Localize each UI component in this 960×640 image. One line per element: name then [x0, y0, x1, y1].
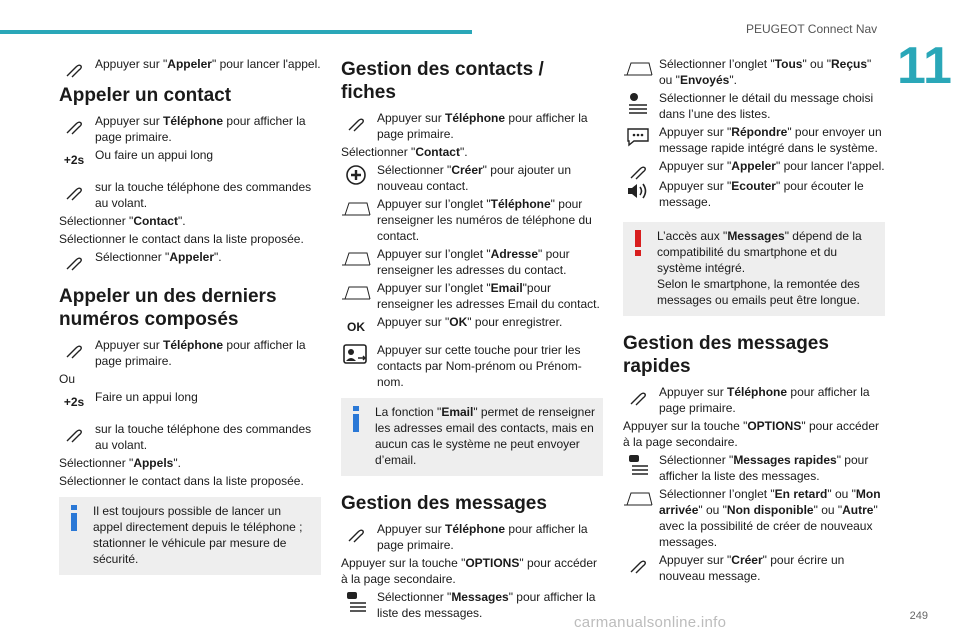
- section-title-quick-messages: Gestion des messages rapides: [623, 333, 829, 377]
- step-tab-filter: Sélectionner l’onglet "Tous" ou "Reçus" ou "Envoyés".: [623, 56, 885, 88]
- step-listen: Appuyer sur "Ecouter" pour écouter le message.: [623, 178, 885, 210]
- finger-tap-icon: [59, 339, 89, 361]
- instruction-choose-contact: Sélectionner le contact dans la liste proposée.: [59, 232, 304, 246]
- finger-tap-icon: [623, 554, 653, 576]
- plus-circle-icon: [341, 164, 371, 186]
- info-icon: [69, 505, 79, 531]
- info-note-email: La fonction "Email" permet de renseigner les adresses email des contacts, mais en aucun cas le système ne peut envoyer d’email.: [341, 398, 603, 476]
- info-note-safety: Il est toujours possible de lancer un appel directement depuis le téléphone ; stationner le véhicule par mesure de sécurité.: [59, 497, 321, 575]
- step-tab-category: Sélectionner l’onglet "En retard" ou "Mon arrivée" ou "Non disponible" ou "Autre" avec la possibilité de créer de nouveaux messages.: [623, 486, 885, 550]
- column-1: [59, 56, 321, 583]
- finger-tap-icon: [59, 115, 89, 137]
- instruction-select-calls: Sélectionner "Appels".: [59, 456, 181, 470]
- long-press-2s-icon: +2s: [63, 395, 85, 409]
- step-tab-email: Appuyer sur l’onglet "Email"pour renseigner les adresses Email du contact.: [341, 280, 603, 312]
- step-phone-3: Appuyer sur Téléphone pour afficher la page primaire.: [341, 521, 603, 553]
- column-3: [623, 56, 885, 586]
- message-detail-icon: [623, 92, 653, 114]
- section-title-recent-calls: Appeler un des derniers numéros composés: [59, 286, 277, 330]
- warning-note-messages: L’accès aux "Messages" dépend de la compatibilité du smartphone et du système intégré. Selon le smartphone, la remontée des messages ou emails peut être longue.: [623, 222, 885, 316]
- ok-label: OK: [347, 320, 365, 334]
- reply-bubble-icon: [623, 126, 653, 148]
- section-title-contacts: Gestion des contacts / fiches: [341, 59, 544, 103]
- instruction-select-contact: Sélectionner "Contact".: [59, 214, 186, 228]
- finger-tap-icon: [59, 251, 89, 273]
- tab-outline-icon: [623, 488, 653, 510]
- instruction-choose-contact-2: Sélectionner le contact dans la liste proposée.: [59, 474, 304, 488]
- column-2: [341, 56, 603, 623]
- chapter-number: 11: [897, 37, 952, 95]
- message-list-icon: [341, 591, 371, 613]
- message-list-icon: [623, 454, 653, 476]
- tab-outline-icon: [341, 248, 371, 270]
- step-long-press-2: +2s Faire un appui long: [59, 389, 321, 407]
- step-call: Appuyer sur "Appeler" pour lancer l'appel.: [623, 158, 885, 176]
- step-phone: Appuyer sur Téléphone pour afficher la page primaire.: [59, 113, 321, 145]
- warning-icon: [633, 230, 643, 256]
- step-steering-key-2: sur la touche téléphone des commandes au volant.: [59, 421, 321, 453]
- instruction-options: Appuyer sur la touche "OPTIONS" pour accéder à la page secondaire.: [623, 419, 879, 449]
- step-select-call: Sélectionner "Appeler".: [59, 249, 321, 267]
- finger-tap-icon: [623, 386, 653, 408]
- info-icon: [351, 406, 361, 432]
- manual-title: PEUGEOT Connect Nav: [746, 22, 878, 36]
- step-messages: Sélectionner "Messages" pour afficher la liste des messages.: [341, 589, 603, 621]
- header-accent-bar: [0, 30, 472, 34]
- step-phone-4: Appuyer sur Téléphone pour afficher la page primaire.: [623, 384, 885, 416]
- tab-outline-icon: [341, 282, 371, 304]
- step-reply: Appuyer sur "Répondre" pour envoyer un message rapide intégré dans le système.: [623, 124, 885, 156]
- step-create: Sélectionner "Créer" pour ajouter un nouveau contact.: [341, 162, 603, 194]
- instruction-select-contact: Sélectionner "Contact".: [341, 145, 468, 159]
- step-ok: OK Appuyer sur "OK" pour enregistrer.: [341, 314, 603, 332]
- instruction-or: Ou: [59, 372, 76, 386]
- step-detail: Sélectionner le détail du message choisi dans l’une des listes.: [623, 90, 885, 122]
- step-long-press: +2s Ou faire un appui long: [59, 147, 321, 165]
- watermark: carmanualsonline.info: [574, 614, 727, 631]
- instruction-options: Appuyer sur la touche "OPTIONS" pour accéder à la page secondaire.: [341, 556, 597, 586]
- step-create-message: Appuyer sur "Créer" pour écrire un nouveau message.: [623, 552, 885, 584]
- finger-tap-icon: [341, 112, 371, 134]
- step-call: Appuyer sur "Appeler" pour lancer l'appel.: [59, 56, 321, 74]
- long-press-2s-icon: +2s: [63, 153, 85, 167]
- step-phone-2: Appuyer sur Téléphone pour afficher la page primaire.: [59, 337, 321, 369]
- step-tab-address: Appuyer sur l’onglet "Adresse" pour renseigner les adresses du contact.: [341, 246, 603, 278]
- section-title-call-contact: Appeler un contact: [59, 85, 232, 106]
- finger-tap-icon: [341, 523, 371, 545]
- step-steering-key: sur la touche téléphone des commandes au volant.: [59, 179, 321, 211]
- speaker-icon: [623, 180, 653, 202]
- finger-tap-icon: [59, 423, 89, 445]
- tab-outline-icon: [341, 198, 371, 220]
- finger-tap-icon: [59, 58, 89, 80]
- page-number: 249: [909, 610, 928, 622]
- contact-sort-icon: [341, 344, 371, 366]
- finger-tap-icon: [59, 181, 89, 203]
- step-quick-messages: Sélectionner "Messages rapides" pour afficher la liste des messages.: [623, 452, 885, 484]
- step-tab-phone: Appuyer sur l’onglet "Téléphone" pour renseigner les numéros de téléphone du contact.: [341, 196, 603, 244]
- step-sort: Appuyer sur cette touche pour trier les contacts par Nom-prénom ou Prénom-nom.: [341, 342, 603, 390]
- section-title-messages: Gestion des messages: [341, 493, 547, 514]
- step-phone: Appuyer sur Téléphone pour afficher la page primaire.: [341, 110, 603, 142]
- tab-outline-icon: [623, 58, 653, 80]
